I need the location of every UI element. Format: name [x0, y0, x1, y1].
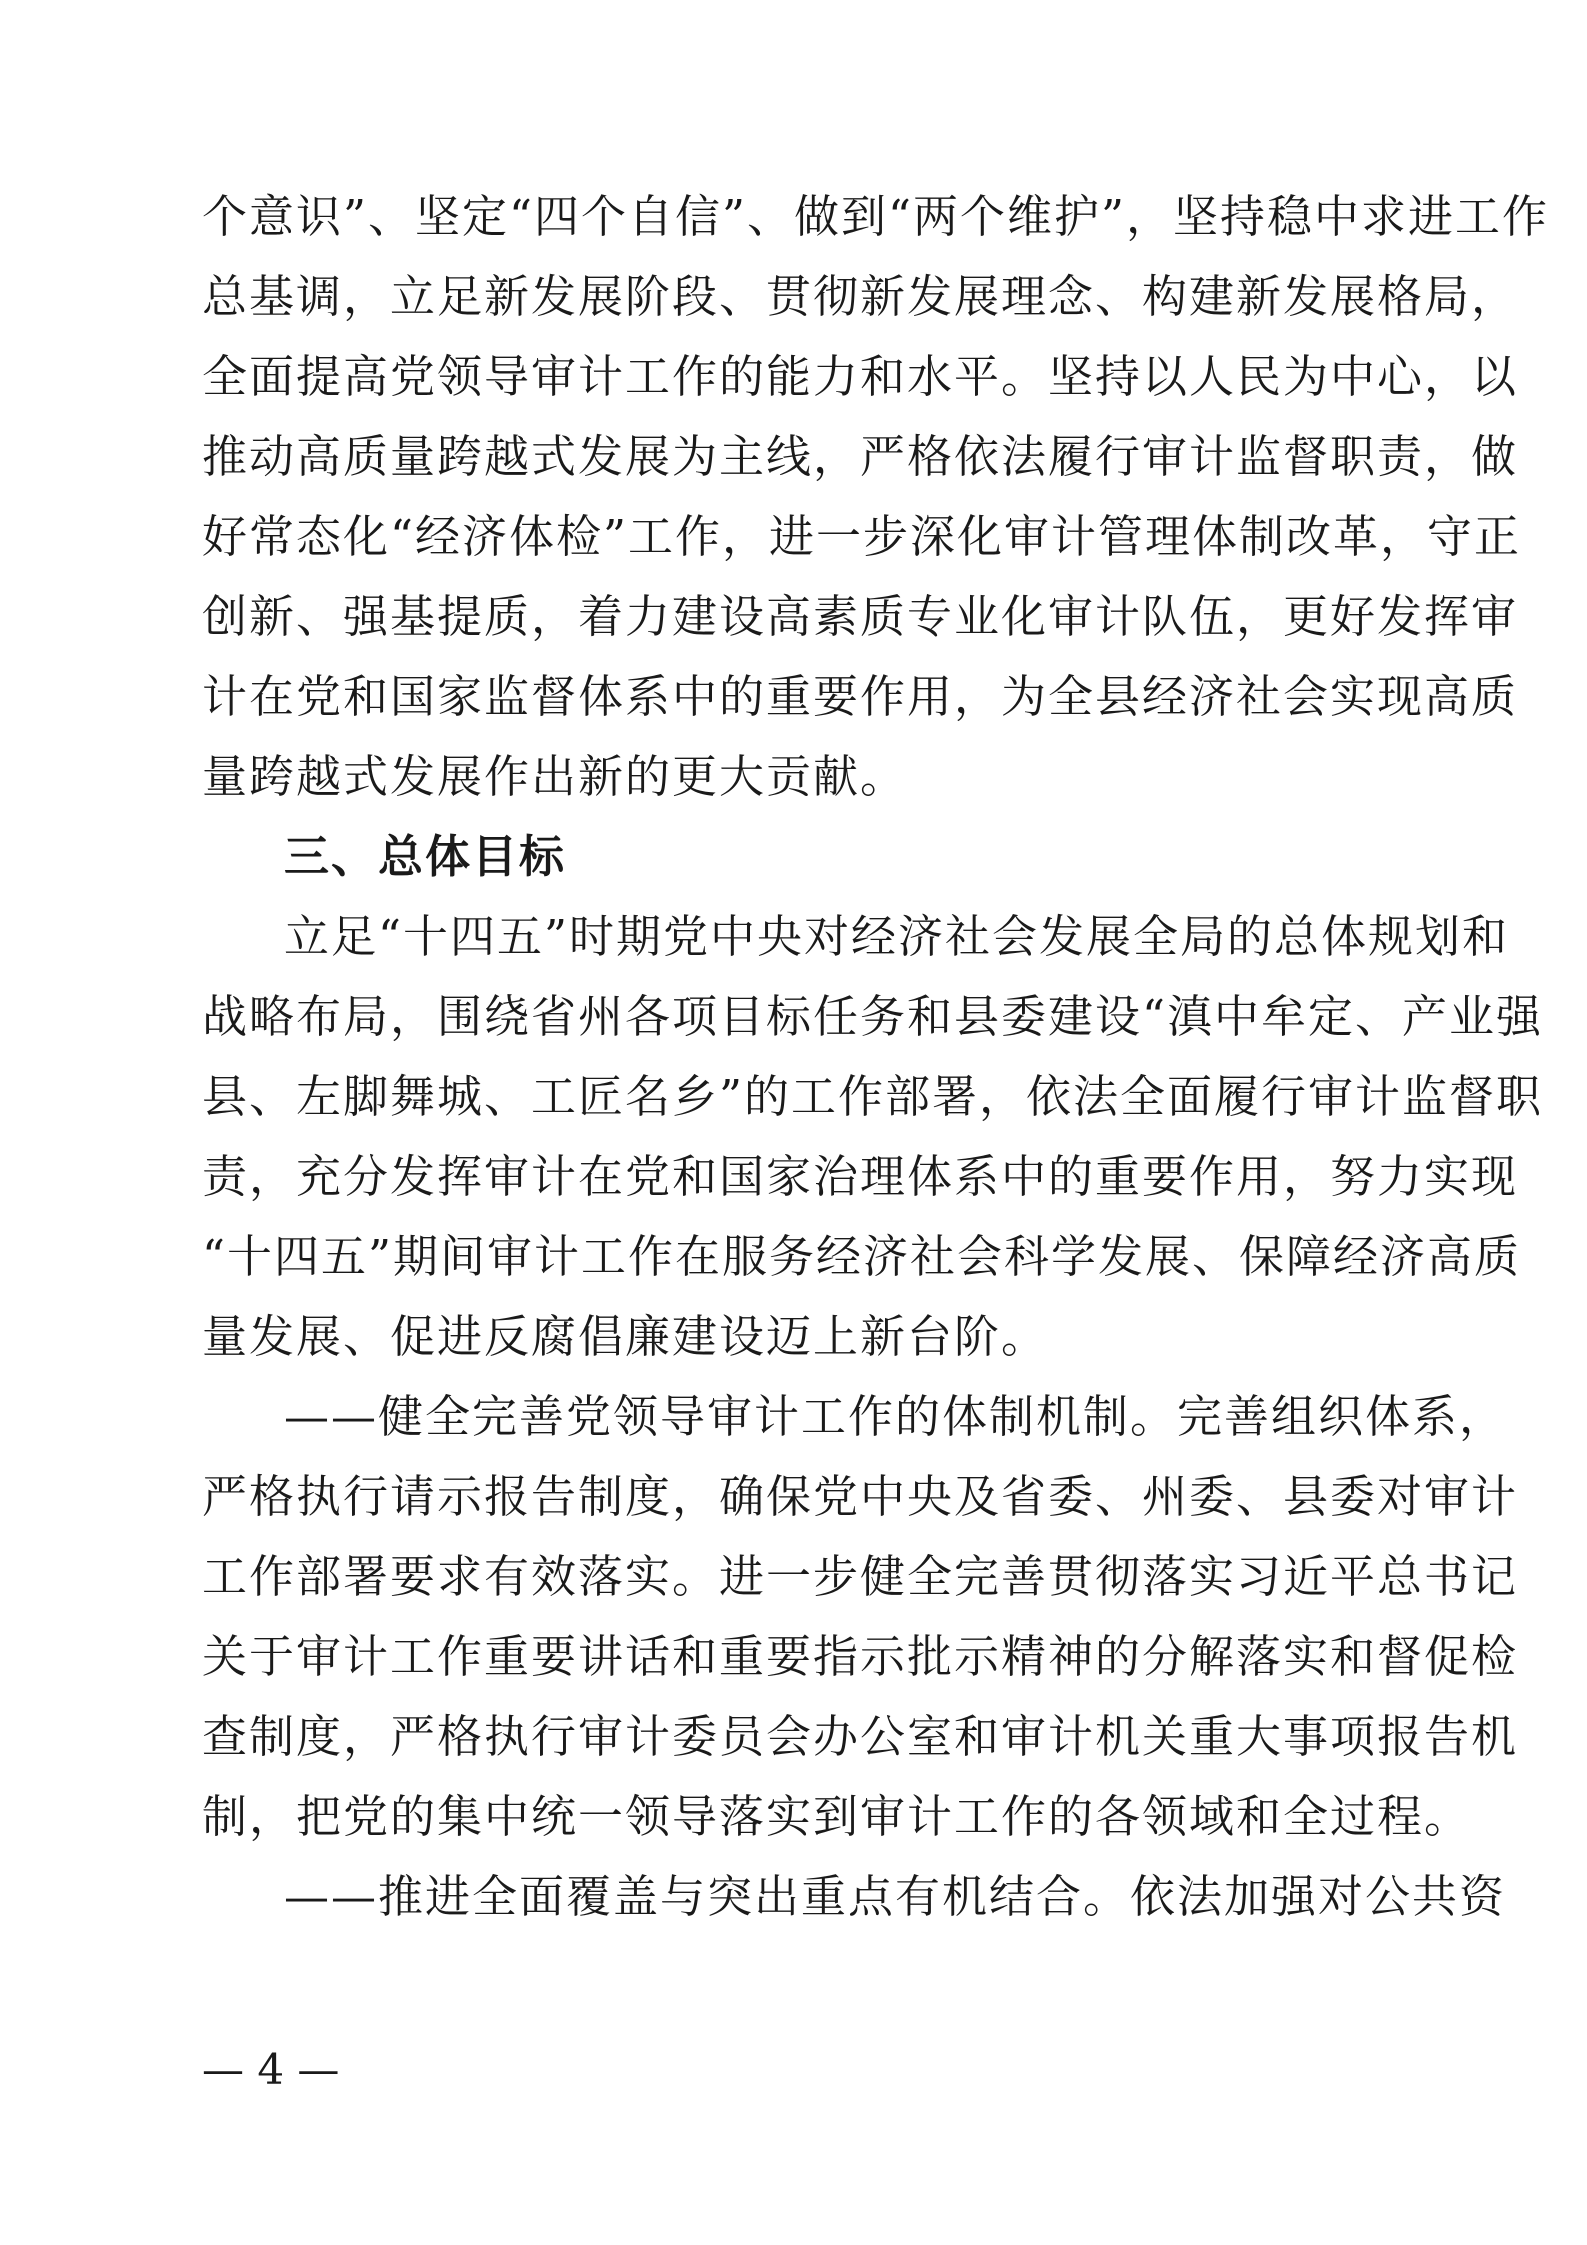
text-line: 立足“十四五”时期党中央对经济社会发展全局的总体规划和: [284, 910, 1510, 963]
text-line: 总基调，立足新发展阶段、贯彻新发展理念、构建新发展格局，: [202, 270, 1519, 323]
text-line: 推动高质量跨越式发展为主线，严格依法履行审计监督职责，做: [202, 430, 1519, 483]
text-line: 量跨越式发展作出新的更大贡献。: [202, 750, 908, 803]
text-line: ——健全完善党领导审计工作的体制机制。完善组织体系，: [284, 1390, 1507, 1443]
text-line: 严格执行请示报告制度，确保党中央及省委、州委、县委对审计: [202, 1470, 1519, 1523]
text-line: 战略布局，围绕省州各项目标任务和县委建设“滇中牟定、产业强: [202, 990, 1544, 1043]
text-line: 工作部署要求有效落实。进一步健全完善贯彻落实习近平总书记: [202, 1550, 1519, 1603]
text-line: 个意识”、坚定“四个自信”、做到“两个维护”，坚持稳中求进工作: [202, 190, 1550, 243]
text-line: 查制度，严格执行审计委员会办公室和审计机关重大事项报告机: [202, 1710, 1519, 1763]
text-line: 全面提高党领导审计工作的能力和水平。坚持以人民为中心，以: [202, 350, 1519, 403]
text-line: 好常态化“经济体检”工作，进一步深化审计管理体制改革，守正: [202, 510, 1522, 563]
page-number: — 4 —: [202, 2045, 340, 2094]
text-line: 创新、强基提质，着力建设高素质专业化审计队伍，更好发挥审: [202, 590, 1519, 643]
text-line: 县、左脚舞城、工匠名乡”的工作部署，依法全面履行审计监督职: [202, 1070, 1544, 1123]
text-line: 责，充分发挥审计在党和国家治理体系中的重要作用，努力实现: [202, 1150, 1519, 1203]
section-heading: 三、总体目标: [284, 830, 567, 883]
text-line: 量发展、促进反腐倡廉建设迈上新台阶。: [202, 1310, 1049, 1363]
text-line: 制，把党的集中统一领导落实到审计工作的各领域和全过程。: [202, 1790, 1472, 1843]
text-line: 关于审计工作重要讲话和重要指示批示精神的分解落实和督促检: [202, 1630, 1519, 1683]
text-line: “十四五”期间审计工作在服务经济社会科学发展、保障经济高质: [202, 1230, 1522, 1283]
text-line: 计在党和国家监督体系中的重要作用，为全县经济社会实现高质: [202, 670, 1519, 723]
text-line: ——推进全面覆盖与突出重点有机结合。依法加强对公共资: [284, 1870, 1507, 1923]
